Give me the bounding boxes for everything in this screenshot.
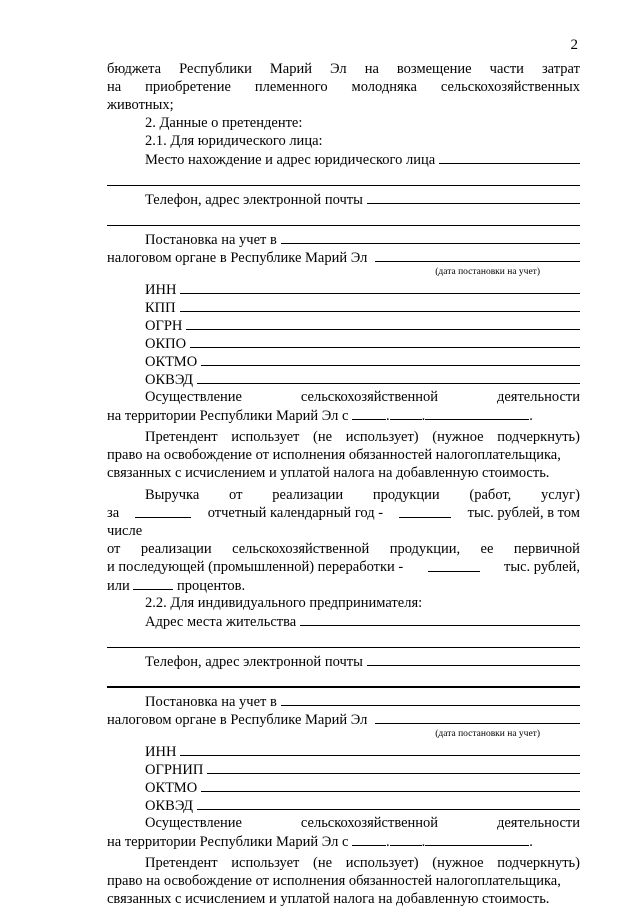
legal-vat-line-2: право на освобождение от исполнения обязанностей налогоплательщика, [107, 447, 561, 463]
individual-reg-row-1 [107, 692, 580, 710]
individual-address-field[interactable] [300, 612, 580, 626]
legal-phone-field-2[interactable] [107, 208, 580, 226]
individual-ogrnip-row [107, 760, 580, 778]
individual-address-row [107, 612, 580, 630]
legal-phone-label: Телефон, адрес электронной почты [145, 192, 363, 208]
individual-phone-label: Телефон, адрес электронной почты [145, 654, 363, 670]
individual-ogrnip-label: ОГРНИП [145, 762, 204, 778]
individual-inn-field[interactable] [180, 742, 580, 756]
individual-oktmo-row [107, 778, 580, 796]
legal-address-row [107, 150, 580, 168]
legal-oktmo-row [107, 352, 580, 370]
legal-revenue-line-2: за отчетный календарный год - тыс. рублей, в том [107, 505, 580, 521]
legal-oktmo-label: ОКТМО [145, 354, 198, 370]
legal-oktmo-field[interactable] [201, 352, 580, 366]
legal-kpp-label: КПП [145, 300, 176, 316]
legal-phone-field[interactable] [367, 190, 580, 204]
intro-line-1: бюджета Республики Марий Эл на возмещение части затрат [107, 61, 580, 77]
legal-activity-year-field[interactable] [425, 406, 529, 420]
legal-reg-field-1[interactable] [281, 230, 580, 244]
legal-ogrn-row [107, 316, 580, 334]
legal-vat-line-3: связанных с исчислением и уплатой налога на добавленную стоимость. [107, 465, 550, 481]
individual-activity-month-field[interactable] [390, 832, 422, 846]
individual-vat-line-3: связанных с исчислением и уплатой налога на добавленную стоимость. [107, 891, 550, 907]
individual-okved-row [107, 796, 580, 814]
legal-inn-row [107, 280, 580, 298]
legal-kpp-field[interactable] [180, 298, 580, 312]
section-2-title: 2. Данные о претенденте: [145, 115, 303, 131]
individual-address-field-2[interactable] [107, 630, 580, 648]
legal-revenue-line-1: Выручка от реализации продукции (работ, услуг) [145, 487, 580, 503]
intro-line-2: на приобретение племенного молодняка сельскохозяйственных [107, 79, 580, 95]
legal-address-label: Место нахождение и адрес юридического лица [145, 152, 436, 168]
legal-reg-label-1: Постановка на учет в [145, 232, 277, 248]
legal-phone-row [107, 190, 580, 208]
individual-reg-label-1: Постановка на учет в [145, 694, 277, 710]
legal-reg-caption: (дата постановки на учет) [435, 267, 540, 277]
intro-line-3: животных; [107, 97, 174, 113]
individual-reg-row-2 [107, 710, 580, 728]
individual-inn-row [107, 742, 580, 760]
legal-revenue-amount-field[interactable] [399, 504, 451, 518]
individual-vat-line-1: Претендент использует (не использует) (нужное подчеркнуть) [145, 855, 580, 871]
legal-okpo-row [107, 334, 580, 352]
individual-activity-year-field[interactable] [425, 832, 529, 846]
individual-inn-label: ИНН [145, 744, 177, 760]
legal-inn-field[interactable] [180, 280, 580, 294]
individual-reg-label-2: налоговом органе в Республике Марий Эл [107, 712, 368, 728]
legal-revenue-line-3: числе [107, 523, 143, 539]
legal-processing-amount-field[interactable] [428, 558, 480, 572]
legal-ogrn-label: ОГРН [145, 318, 183, 334]
legal-activity-line-2: на территории Республики Марий Эл с . . . [107, 408, 533, 424]
individual-reg-field-2[interactable] [375, 710, 580, 724]
individual-activity-line-1: Осуществление сельскохозяйственной деятельности [145, 815, 580, 831]
legal-reg-label-2: налоговом органе в Республике Марий Эл [107, 250, 368, 266]
individual-address-label: Адрес места жительства [145, 614, 297, 630]
legal-reg-row-2 [107, 248, 580, 266]
legal-activity-day-field[interactable] [352, 406, 386, 420]
individual-phone-row [107, 652, 580, 670]
legal-okved-row [107, 370, 580, 388]
legal-okpo-label: ОКПО [145, 336, 187, 352]
legal-revenue-line-6: или процентов. [107, 578, 246, 594]
individual-title: 2.2. Для индивидуального предпринимателя: [145, 595, 423, 611]
page-number: 2 [570, 37, 578, 53]
legal-percent-field[interactable] [133, 576, 173, 590]
individual-okved-label: ОКВЭД [145, 798, 194, 814]
legal-okved-field[interactable] [197, 370, 580, 384]
individual-okved-field[interactable] [197, 796, 580, 810]
document-body [107, 60, 580, 908]
individual-ogrnip-field[interactable] [207, 760, 580, 774]
legal-activity-month-field[interactable] [390, 406, 422, 420]
individual-reg-caption: (дата постановки на учет) [435, 729, 540, 739]
legal-address-field-2[interactable] [107, 168, 580, 186]
legal-revenue-year-field[interactable] [135, 504, 191, 518]
legal-address-field[interactable] [439, 150, 580, 164]
legal-reg-row-1 [107, 230, 580, 248]
individual-activity-day-field[interactable] [352, 832, 386, 846]
legal-activity-line-1: Осуществление сельскохозяйственной деятельности [145, 389, 580, 405]
individual-vat-line-2: право на освобождение от исполнения обязанностей налогоплательщика, [107, 873, 561, 889]
individual-oktmo-field[interactable] [201, 778, 580, 792]
individual-activity-line-2: на территории Республики Марий Эл с . . . [107, 834, 533, 850]
legal-title: 2.1. Для юридического лица: [145, 133, 323, 149]
legal-inn-label: ИНН [145, 282, 177, 298]
legal-okved-label: ОКВЭД [145, 372, 194, 388]
legal-revenue-line-5: и последующей (промышленной) переработки - тыс. рублей, [107, 559, 580, 575]
legal-vat-line-1: Претендент использует (не использует) (нужное подчеркнуть) [145, 429, 580, 445]
legal-okpo-field[interactable] [190, 334, 580, 348]
legal-reg-field-2[interactable] [375, 248, 580, 262]
individual-phone-field-2[interactable] [107, 670, 580, 688]
individual-phone-field[interactable] [367, 652, 580, 666]
legal-kpp-row [107, 298, 580, 316]
legal-revenue-line-4: от реализации сельскохозяйственной продукции, ее первичной [107, 541, 580, 557]
individual-oktmo-label: ОКТМО [145, 780, 198, 796]
individual-reg-field-1[interactable] [281, 692, 580, 706]
legal-ogrn-field[interactable] [186, 316, 580, 330]
